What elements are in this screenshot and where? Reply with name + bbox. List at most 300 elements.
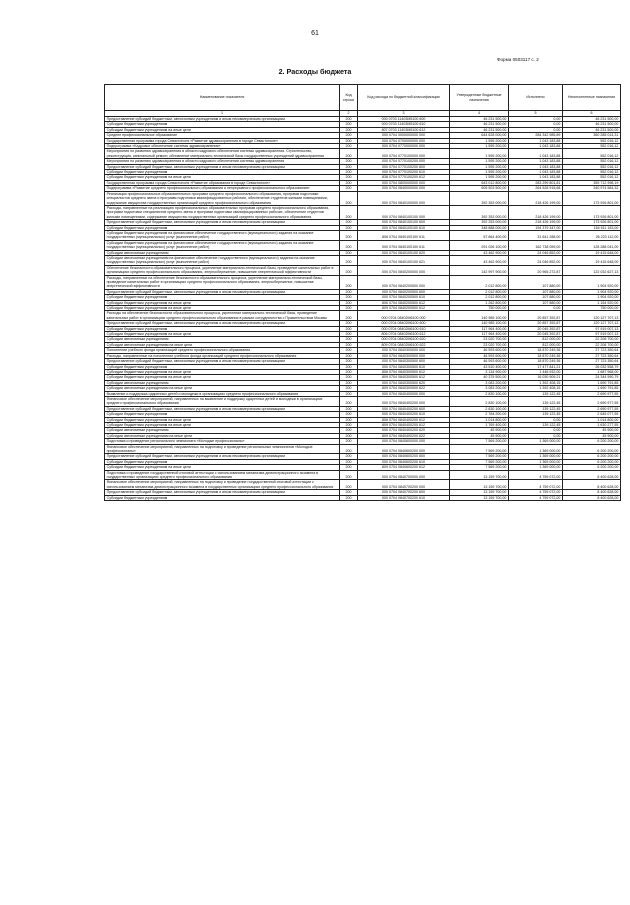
- column-number: 5: [509, 111, 563, 117]
- approved-amount: 13 159 700,00: [450, 470, 509, 480]
- unexecuted-amount: 8 400 628,00: [563, 470, 621, 480]
- approved-amount: 1 595 200,00: [450, 149, 509, 159]
- classification-code: 000 0704 08402M6100 610: [358, 326, 450, 331]
- classification-code: 809 0704 08402M6100 622: [358, 342, 450, 347]
- executed-amount: 283 299 801,81: [509, 180, 563, 185]
- executed-amount: 16 030 909,21: [509, 375, 563, 380]
- line-code: 200: [340, 353, 358, 358]
- unexecuted-amount: 552 016,12: [563, 144, 621, 149]
- approved-amount: 348 888 000,00: [450, 225, 509, 230]
- classification-code: 806 0704 0840400200 612: [358, 417, 450, 422]
- approved-amount: 2 830 100,00: [450, 406, 509, 411]
- line-code: 200: [340, 275, 358, 289]
- executed-amount: 107 880,00: [509, 275, 563, 289]
- indicator-name: Мероприятия по развитию здравоохранения в области кадрового обеспечения системы здравоохранения. Строительство, реконструкция, капитальный ремонт, обновление материально-технической базы государственных учреждений здравоохранения: [105, 149, 340, 159]
- classification-code: 000 0704 0840700000 000: [358, 470, 450, 480]
- indicator-name: Субсидии бюджетным учреждениям: [105, 326, 340, 331]
- section-title: 2. Расходы бюджета: [278, 67, 352, 76]
- unexecuted-amount: 46 231 500,00: [563, 122, 621, 127]
- classification-code: 000 0704 0840300500 620: [358, 380, 450, 385]
- header-approved: Утвержденные бюджетные назначения: [450, 85, 509, 111]
- classification-code: 807 0703 11403M5100 612: [358, 127, 450, 132]
- unexecuted-amount: 19 415 648,00: [563, 255, 621, 265]
- classification-code: 000 0704 0840700200 000: [358, 480, 450, 490]
- unexecuted-amount: 8 400 628,00: [563, 495, 621, 500]
- classification-code: 000 0704 0840100000 000: [358, 191, 450, 205]
- executed-amount: 1 043 183,88: [509, 149, 563, 159]
- unexecuted-amount: 1 904 920,00: [563, 295, 621, 300]
- approved-amount: 46 231 500,00: [450, 122, 509, 127]
- form-code: Форма 0503117 с. 2: [497, 57, 539, 62]
- indicator-name: Субсидии бюджетным учреждениям: [105, 412, 340, 417]
- table-row: [105, 311, 621, 321]
- approved-amount: 2 012 800,00: [450, 295, 509, 300]
- approved-amount: 3 134 900,00: [450, 369, 509, 374]
- executed-amount: 139 122,45: [509, 396, 563, 406]
- unexecuted-amount: 6 200 200,00: [563, 465, 621, 470]
- indicator-name: Субсидии бюджетным учреждениям на финансовое обеспечение государственного (муниципального) задания на оказание государственных (муниципальных) услуг (выполнение работ): [105, 230, 340, 240]
- approved-amount: 2 784 200,00: [450, 412, 509, 417]
- indicator-name: Субсидии бюджетным учреждениям на иные цели: [105, 332, 340, 337]
- approved-amount: 45 900,00: [450, 428, 509, 433]
- approved-amount: 2 830 100,00: [450, 396, 509, 406]
- table-row: [105, 230, 621, 240]
- unexecuted-amount: 27 723 350,64: [563, 348, 621, 353]
- indicator-name: Субсидии бюджетным учреждениям на иные цели: [105, 417, 340, 422]
- indicator-name: Субсидии автономным учреждениям на иные цели: [105, 342, 340, 347]
- executed-amount: 1 369 000,00: [509, 454, 563, 459]
- classification-code: 000 0704 0840000000 000: [358, 186, 450, 191]
- table-row: [105, 480, 621, 490]
- approved-amount: 291 026 100,00: [450, 240, 509, 250]
- approved-amount: 1 262 800,00: [450, 300, 509, 305]
- executed-amount: 1 446 932,00: [509, 369, 563, 374]
- line-code: 200: [340, 205, 358, 219]
- line-code: 200: [340, 265, 358, 275]
- unexecuted-amount: 1 687 968,00: [563, 369, 621, 374]
- header-name: Наименование показателя: [105, 85, 340, 111]
- line-code: 200: [340, 164, 358, 169]
- line-code: 200: [340, 428, 358, 433]
- indicator-name: Расходы, направленные на обеспечение безопасности образовательного процесса, укрепление материально-технической базы, проведение капитальных работ в организациях среднего профессионального образования, энергосбережение, повышение энергетической эффективности: [105, 275, 340, 289]
- classification-code: 000 0704 0840100100 600: [358, 220, 450, 225]
- indicator-name: Субсидии бюджетным учреждениям: [105, 495, 340, 500]
- approved-amount: 1 014 800,00: [450, 417, 509, 422]
- unexecuted-amount: 552 016,12: [563, 159, 621, 164]
- table-header-row: [105, 85, 621, 111]
- unexecuted-amount: 22 208 700,00: [563, 337, 621, 342]
- executed-amount: 107 880,00: [509, 300, 563, 305]
- table-body: [105, 117, 621, 501]
- unexecuted-amount: 340 974 584,32: [563, 186, 621, 191]
- indicator-name: Предоставление субсидий бюджетным, автономным учреждениям и иным некоммерческим организациям: [105, 289, 340, 294]
- classification-code: 000 0704 0800000000 000: [358, 180, 450, 185]
- classification-code: 000 0704 0840100100 611: [358, 240, 450, 250]
- executed-amount: 1 369 000,00: [509, 444, 563, 454]
- executed-amount: 0,00: [509, 122, 563, 127]
- executed-amount: 107 880,00: [509, 289, 563, 294]
- unexecuted-amount: 552 016,12: [563, 138, 621, 143]
- indicator-name: Субсидии бюджетным учреждениям на финансовое обеспечение государственного (муниципального) задания на оказание государственных (муниципальных) услуг (выполнение работ): [105, 240, 340, 250]
- approved-amount: 2 830 100,00: [450, 391, 509, 396]
- executed-amount: 1 392 408,15: [509, 380, 563, 385]
- indicator-name: Среднее профессиональное образование: [105, 133, 340, 138]
- classification-code: 000 0704 0840400200 610: [358, 412, 450, 417]
- indicator-name: Расходы, направленные на пополнение учебного фонда организаций среднего профессионального образования: [105, 353, 340, 358]
- executed-amount: 18 870 249,36: [509, 359, 563, 364]
- executed-amount: 139 122,45: [509, 406, 563, 411]
- executed-amount: 1 369 000,00: [509, 465, 563, 470]
- classification-code: 000 0704 0840400200 000: [358, 396, 450, 406]
- page-number: 61: [311, 30, 319, 37]
- approved-amount: 140 985 100,00: [450, 321, 509, 326]
- unexecuted-amount: 6 200 200,00: [563, 444, 621, 454]
- executed-amount: 0,00: [509, 306, 563, 311]
- table-row: [105, 470, 621, 480]
- table-row: [105, 240, 621, 250]
- line-code: 200: [340, 138, 358, 143]
- column-number: 1: [105, 111, 340, 117]
- approved-amount: 392 353 000,00: [450, 191, 509, 205]
- executed-amount: 812 000,00: [509, 342, 563, 347]
- indicator-name: Субсидии автономным учреждениям: [105, 337, 340, 342]
- executed-amount: 0,00: [509, 127, 563, 132]
- line-code: 200: [340, 348, 358, 353]
- indicator-name: Субсидии автономным учреждениям на иные цели: [105, 433, 340, 438]
- unexecuted-amount: 46 231 500,00: [563, 127, 621, 132]
- indicator-name: Субсидии бюджетным учреждениям на иные цели: [105, 369, 340, 374]
- line-code: 200: [340, 170, 358, 175]
- unexecuted-amount: 1 904 920,00: [563, 289, 621, 294]
- classification-code: 000 0704 0840600200 600: [358, 454, 450, 459]
- header-line-code: Код строки: [340, 85, 358, 111]
- indicator-name: Субсидии автономным учреждениям на финансовое обеспечение государственного (муниципального) задания на оказание государственных (муниципальных) услуг (выполнение работ): [105, 255, 340, 265]
- indicator-name: Субсидии бюджетным учреждениям на иные цели: [105, 465, 340, 470]
- line-code: 200: [340, 191, 358, 205]
- classification-code: 809 0704 0840300500 612: [358, 375, 450, 380]
- executed-amount: 0,00: [509, 117, 563, 122]
- classification-code: 000 0704 0840600200 000: [358, 444, 450, 454]
- unexecuted-amount: 27 723 350,64: [563, 359, 621, 364]
- approved-amount: 23 020 700,00: [450, 337, 509, 342]
- unexecuted-amount: 173 926 801,00: [563, 205, 621, 219]
- unexecuted-amount: 750 000,00: [563, 306, 621, 311]
- approved-amount: 23 020 700,00: [450, 342, 509, 347]
- line-code: 200: [340, 255, 358, 265]
- line-code: 200: [340, 300, 358, 305]
- indicator-name: Субсидии бюджетным учреждениям на иные цели: [105, 306, 340, 311]
- indicator-name: Предоставление субсидий бюджетным, автономным учреждениям и иным некоммерческим организациям: [105, 321, 340, 326]
- approved-amount: 392 353 000,00: [450, 205, 509, 219]
- executed-amount: 1 043 183,88: [509, 144, 563, 149]
- indicator-name: Обеспечение безопасности образовательного процесса, укрепление материально-технической базы, проведение капитальных работ в организациях среднего профессионального образования, энергосбережение, повышение энергетической эффективности: [105, 265, 340, 275]
- line-code: 200: [340, 127, 358, 132]
- unexecuted-amount: 97 919 007,13: [563, 332, 621, 337]
- executed-amount: 17 477 841,21: [509, 364, 563, 369]
- classification-code: 000 0704 0770100200 000: [358, 159, 450, 164]
- executed-amount: 139 122,45: [509, 391, 563, 396]
- unexecuted-amount: 1 690 791,85: [563, 386, 621, 391]
- header-executed: Исполнено: [509, 85, 563, 111]
- approved-amount: 13 159 700,00: [450, 490, 509, 495]
- table-row: [105, 275, 621, 289]
- unexecuted-amount: 128 288 041,00: [563, 240, 621, 250]
- approved-amount: 3 083 200,00: [450, 386, 509, 391]
- indicator-name: Субсидии бюджетным учреждениям: [105, 122, 340, 127]
- classification-code: 000 0704 0840700200 610: [358, 495, 450, 500]
- classification-code: 000 0704 0840600200 610: [358, 459, 450, 464]
- indicator-name: Финансовое обеспечение мероприятий, направленных на выявление и поддержку одаренных детей и молодежи в организациях среднего профессионального образования: [105, 396, 340, 406]
- unexecuted-amount: 2 690 977,55: [563, 396, 621, 406]
- indicator-name: Государственная программа города Севастополя «Развитие образования в городе Севастополе»: [105, 180, 340, 185]
- approved-amount: 43 462 900,00: [450, 255, 509, 265]
- executed-amount: 812 000,00: [509, 337, 563, 342]
- approved-amount: 7 569 200,00: [450, 444, 509, 454]
- line-code: 200: [340, 230, 358, 240]
- executed-amount: 4 759 072,00: [509, 490, 563, 495]
- unexecuted-amount: 45 900,00: [563, 433, 621, 438]
- line-code: 200: [340, 220, 358, 225]
- approved-amount: 7 569 200,00: [450, 439, 509, 444]
- approved-amount: 57 864 400,00: [450, 230, 509, 240]
- line-code: 200: [340, 332, 358, 337]
- executed-amount: 20 965 272,87: [509, 265, 563, 275]
- column-number: 4: [450, 111, 509, 117]
- header-classification-code: Код расхода по бюджетной классификации: [358, 85, 450, 111]
- executed-amount: 0,00: [509, 428, 563, 433]
- approved-amount: 46 593 600,00: [450, 348, 509, 353]
- executed-amount: 4 759 072,00: [509, 470, 563, 480]
- classification-code: 000 0704 08402M6100 620: [358, 337, 450, 342]
- executed-amount: 139 122,45: [509, 422, 563, 427]
- classification-code: 000 0704 0770100000 000: [358, 149, 450, 159]
- indicator-name: Расходы, направленные на реализацию профессиональных образовательных программ среднего профессионального образования, программ подготовки специалистов среднего звена и программ подготовки квалифицированных рабочих, обеспечение студентов жилыми помещениями, содержание имущества государственных организаций среднего профессионального образования: [105, 205, 340, 219]
- approved-amount: 46 593 600,00: [450, 359, 509, 364]
- indicator-name: Пополнение учебного фонда организаций среднего профессионального образования: [105, 348, 340, 353]
- table-row: [105, 444, 621, 454]
- executed-amount: 1 369 000,00: [509, 459, 563, 464]
- classification-code: 838 0704 0770100200 612: [358, 175, 450, 180]
- unexecuted-amount: 22 208 700,00: [563, 342, 621, 347]
- unexecuted-amount: 45 900,00: [563, 428, 621, 433]
- executed-amount: 1 043 183,88: [509, 170, 563, 175]
- line-code: 200: [340, 117, 358, 122]
- classification-code: 809 0704 0840300500 622: [358, 386, 450, 391]
- classification-code: 000 0704 0840300500 610: [358, 364, 450, 369]
- unexecuted-amount: 46 231 500,00: [563, 117, 621, 122]
- executed-amount: 284 342 985,89: [509, 133, 563, 138]
- line-code: 200: [340, 250, 358, 255]
- executed-amount: 24 046 852,00: [509, 255, 563, 265]
- classification-code: 000 0704 0840300000 000: [358, 348, 450, 353]
- indicator-name: Реализация профессиональных образовательных программ среднего профессионального образования, программ подготовки специалистов среднего звена и программ подготовки квалифицированных рабочих, обеспечение студентов жилыми помещениями, содержание имущества государственных организаций среднего профессионального образования: [105, 191, 340, 205]
- unexecuted-amount: 552 016,12: [563, 149, 621, 159]
- indicator-name: Расходы на обеспечение безопасности образовательного процесса, укрепление материально-технической базы, проведение капитальных работ в организациях среднего профессионального образования в рамках сотрудничества с Правительством Москвы: [105, 311, 340, 321]
- unexecuted-amount: 1 690 791,85: [563, 380, 621, 385]
- approved-amount: 750 000,00: [450, 306, 509, 311]
- line-code: 200: [340, 186, 358, 191]
- line-code: 200: [340, 422, 358, 427]
- executed-amount: 1 369 000,00: [509, 439, 563, 444]
- classification-code: 000 0704 0770100200 610: [358, 170, 450, 175]
- classification-code: 000 0704 0840700200 600: [358, 490, 450, 495]
- approved-amount: 43 462 900,00: [450, 250, 509, 255]
- line-code: 200: [340, 359, 358, 364]
- approved-amount: 1 769 400,00: [450, 422, 509, 427]
- line-code: 200: [340, 321, 358, 326]
- unexecuted-amount: 552 016,12: [563, 164, 621, 169]
- approved-amount: 3 083 200,00: [450, 380, 509, 385]
- unexecuted-amount: 1 630 277,55: [563, 422, 621, 427]
- line-code: 200: [340, 439, 358, 444]
- approved-amount: 1 595 200,00: [450, 138, 509, 143]
- executed-amount: 139 122,45: [509, 412, 563, 417]
- unexecuted-amount: 6 200 200,00: [563, 439, 621, 444]
- indicator-name: Подпрограмма «Кадровое обеспечение системы здравоохранения»: [105, 144, 340, 149]
- indicator-name: Субсидии автономным учреждениям на иные цели: [105, 386, 340, 391]
- classification-code: 806 0704 08402M6100 612: [358, 332, 450, 337]
- approved-amount: 142 997 900,00: [450, 265, 509, 275]
- table-row: [105, 149, 621, 159]
- indicator-name: Финансовое обеспечение мероприятий, направленных на подготовку и проведение региональных чемпионатов «Молодые профессионалы»: [105, 444, 340, 454]
- indicator-name: Подготовка и проведение регионального чемпионата «Молодые профессионалы»: [105, 439, 340, 444]
- unexecuted-amount: 26 223 112,00: [563, 230, 621, 240]
- unexecuted-amount: 359 712 998,19: [563, 180, 621, 185]
- unexecuted-amount: 122 032 627,13: [563, 265, 621, 275]
- approved-amount: 1 595 200,00: [450, 164, 509, 169]
- classification-code: 000 0704 0840100100 621: [358, 255, 450, 265]
- classification-code: 000 0704 08402M6100 600: [358, 321, 450, 326]
- executed-amount: 1 043 183,88: [509, 175, 563, 180]
- classification-code: 000 0704 0840200000 000: [358, 265, 450, 275]
- indicator-name: Субсидии автономным учреждениям: [105, 428, 340, 433]
- unexecuted-amount: 8 400 628,00: [563, 490, 621, 495]
- approved-amount: 117 964 400,00: [450, 326, 509, 331]
- classification-code: 809 0704 0840400200 622: [358, 433, 450, 438]
- executed-amount: 20 857 392,87: [509, 311, 563, 321]
- approved-amount: 1 595 200,00: [450, 170, 509, 175]
- classification-code: 806 0704 0840300500 612: [358, 369, 450, 374]
- executed-amount: 1 043 183,88: [509, 138, 563, 143]
- classification-code: 000 0704 0840300500 600: [358, 359, 450, 364]
- unexecuted-amount: 1 154 920,00: [563, 300, 621, 305]
- line-code: 200: [340, 412, 358, 417]
- classification-code: 000 0704 0840600000 000: [358, 439, 450, 444]
- line-code: 200: [340, 175, 358, 180]
- executed-amount: 0,00: [509, 417, 563, 422]
- line-code: 200: [340, 470, 358, 480]
- line-code: 200: [340, 225, 358, 230]
- indicator-name: Предоставление субсидий бюджетным, автономным учреждениям и иным некоммерческим организациям: [105, 220, 340, 225]
- unexecuted-amount: 552 016,12: [563, 170, 621, 175]
- classification-code: 806 0704 0840200500 612: [358, 300, 450, 305]
- executed-amount: 194 379 347,00: [509, 225, 563, 230]
- indicator-name: Субсидии бюджетным учреждениям на иные цели: [105, 175, 340, 180]
- indicator-name: Предоставление субсидий бюджетным, автономным учреждениям и иным некоммерческим организациям: [105, 490, 340, 495]
- classification-code: 000 0704 0840400200 600: [358, 406, 450, 411]
- line-code: 200: [340, 306, 358, 311]
- unexecuted-amount: 2 690 977,55: [563, 391, 621, 396]
- indicator-name: Субсидии бюджетным учреждениям на иные цели: [105, 375, 340, 380]
- line-code: 200: [340, 406, 358, 411]
- line-code: 200: [340, 444, 358, 454]
- line-code: 200: [340, 375, 358, 380]
- unexecuted-amount: 120 127 707,13: [563, 321, 621, 326]
- approved-amount: 13 159 700,00: [450, 495, 509, 500]
- approved-amount: 46 231 500,00: [450, 117, 509, 122]
- line-code: 200: [340, 149, 358, 159]
- indicator-name: Субсидии автономным учреждениям: [105, 380, 340, 385]
- executed-amount: 218 426 199,00: [509, 220, 563, 225]
- unexecuted-amount: 2 645 077,55: [563, 412, 621, 417]
- line-code: 200: [340, 240, 358, 250]
- indicator-name: Субсидии бюджетным учреждениям: [105, 295, 340, 300]
- indicator-name: Субсидии автономным учреждениям: [105, 250, 340, 255]
- executed-amount: 20 857 392,87: [509, 321, 563, 326]
- approved-amount: 13 159 700,00: [450, 480, 509, 490]
- classification-code: 809 0704 0840600200 612: [358, 465, 450, 470]
- classification-code: 000 0704 0840100100 620: [358, 250, 450, 255]
- line-code: 200: [340, 417, 358, 422]
- table-row: [105, 495, 621, 500]
- line-code: 200: [340, 289, 358, 294]
- unexecuted-amount: 2 690 977,55: [563, 406, 621, 411]
- unexecuted-amount: 19 415 648,00: [563, 250, 621, 255]
- indicator-name: Субсидии бюджетным учреждениям: [105, 459, 340, 464]
- unexecuted-amount: 360 285 014,31: [563, 133, 621, 138]
- column-number: 2: [340, 111, 358, 117]
- indicator-name: Субсидии бюджетным учреждениям: [105, 364, 340, 369]
- classification-code: 000 0704 0840100100 610: [358, 225, 450, 230]
- approved-amount: 43 510 400,00: [450, 364, 509, 369]
- header-unexecuted: Неисполненные назначения: [563, 85, 621, 111]
- classification-code: 000 0704 0840200500 600: [358, 289, 450, 294]
- approved-amount: 7 569 200,00: [450, 454, 509, 459]
- classification-code: 000 0704 0000000000 000: [358, 133, 450, 138]
- unexecuted-amount: 120 127 707,13: [563, 311, 621, 321]
- executed-amount: 218 426 199,00: [509, 191, 563, 205]
- line-code: 200: [340, 295, 358, 300]
- executed-amount: 18 870 249,36: [509, 348, 563, 353]
- executed-amount: 4 759 072,00: [509, 480, 563, 490]
- line-code: 200: [340, 396, 358, 406]
- table-row: [105, 265, 621, 275]
- approved-amount: 2 012 800,00: [450, 289, 509, 294]
- approved-amount: 40 375 500,00: [450, 375, 509, 380]
- executed-amount: 20 045 392,87: [509, 332, 563, 337]
- classification-code: 809 0704 0840400200 612: [358, 422, 450, 427]
- unexecuted-amount: 6 200 200,00: [563, 454, 621, 459]
- line-code: 200: [340, 159, 358, 164]
- line-code: 200: [340, 465, 358, 470]
- column-number: 3: [358, 111, 450, 117]
- table-row: [105, 255, 621, 265]
- indicator-name: Субсидии бюджетным учреждениям на иные цели: [105, 127, 340, 132]
- indicator-name: Государственная программа города Севастополя «Развитие здравоохранения в городе Севастополе»: [105, 138, 340, 143]
- table-row: [105, 396, 621, 406]
- approved-amount: 117 964 400,00: [450, 332, 509, 337]
- indicator-name: Предоставление субсидий бюджетным, автономным учреждениям и иным некоммерческим организациям: [105, 164, 340, 169]
- unexecuted-amount: 6 200 200,00: [563, 459, 621, 464]
- line-code: 200: [340, 133, 358, 138]
- line-code: 200: [340, 180, 358, 185]
- line-code: 200: [340, 480, 358, 490]
- approved-amount: 1 595 200,00: [450, 159, 509, 164]
- classification-code: 000 0704 0770000000 000: [358, 144, 450, 149]
- table-row: [105, 205, 621, 219]
- line-code: 200: [340, 122, 358, 127]
- line-code: 200: [340, 433, 358, 438]
